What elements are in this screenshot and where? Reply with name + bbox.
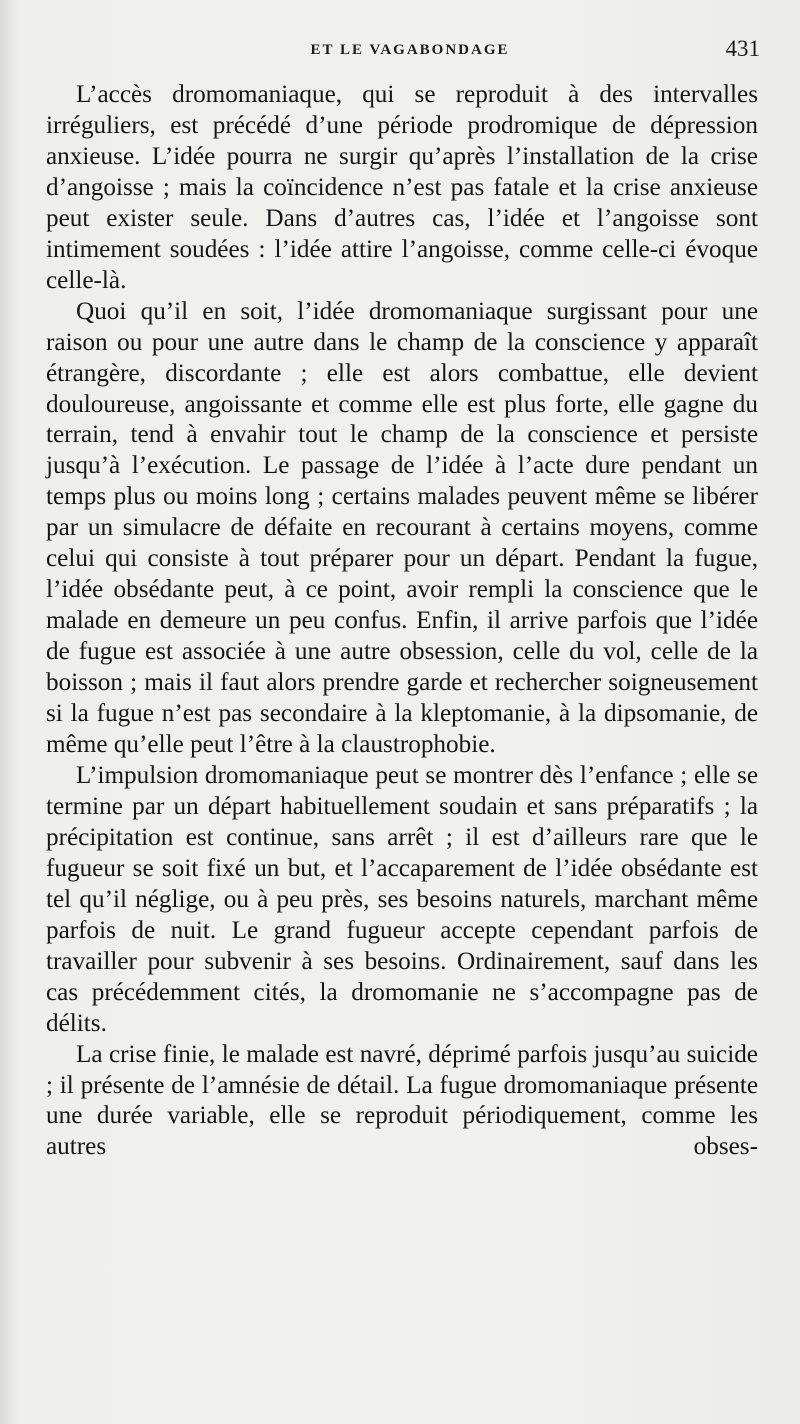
paragraph-3: L’impulsion dromomaniaque peut se montrer dès l’enfance ; elle se termine par un départ habituellement soudain et sans préparatifs ; la précipitation est continue, sans arrêt ; il est d’ailleurs rare que le fugueur se soit fixé un but, et l’accaparement de l’idée obsédante est tel qu’il néglige, ou à peu près, ses besoins naturels, marchant même parfois de nuit. Le grand fugueur accepte cependant parfois de travailler pour subvenir à ses besoins. Ordinairement, sauf dans les cas précédemment cités, la dromomanie ne s’accompagne pas de délits. [46, 761, 758, 1037]
paragraph-2: Quoi qu’il en soit, l’idée dromomaniaque surgissant pour une raison ou pour une autre dans le champ de la conscience y apparaît étrangère, discordante ; elle est alors combattue, elle devient douloureuse, angoissante et comme elle est plus forte, elle gagne du terrain, tend à envahir tout le champ de la conscience et persiste jusqu’à l’exécution. Le passage de l’idée à l’acte dure pendant un temps plus ou moins long ; certains malades peuvent même se libérer par un simulacre de défaite en recourant à certains moyens, comme celui qui consiste à tout préparer pour un départ. Pendant la fugue, l’idée obsédante peut, à ce point, avoir rempli la conscience que le malade en demeure un peu confus. Enfin, il arrive parfois que l’idée de fugue est associée à une autre obsession, celle du vol, celle de la boisson ; mais il faut alors prendre garde et rechercher soigneusement si la fugue n’est pas secondaire à la kleptomanie, à la dipsomanie, de même qu’elle peut l’être à la claustrophobie. [46, 297, 758, 759]
paragraph-1: L’accès dromomaniaque, qui se reproduit à des intervalles irréguliers, est précédé d’une période prodromique de dépression anxieuse. L’idée pourra ne surgir qu’après l’installation de la crise d’angoisse ; mais la coïncidence n’est pas fatale et la crise anxieuse peut exister seule. Dans d’autres cas, l’idée et l’angoisse sont intimement soudées : l’idée attire l’angoisse, comme celle-ci évoque celle-là. [46, 81, 758, 294]
page-number: 431 [725, 36, 760, 61]
paragraph-4: La crise finie, le malade est navré, déprimé parfois jusqu’au suicide ; il présente de l’amnésie de détail. La fugue dromomaniaque présente une durée variable, elle se reproduit périodiquement, comme les autres obses- [46, 1040, 758, 1161]
running-head [60, 36, 760, 66]
running-title: ET LE VAGABONDAGE [310, 42, 510, 58]
body-text [46, 80, 758, 1163]
